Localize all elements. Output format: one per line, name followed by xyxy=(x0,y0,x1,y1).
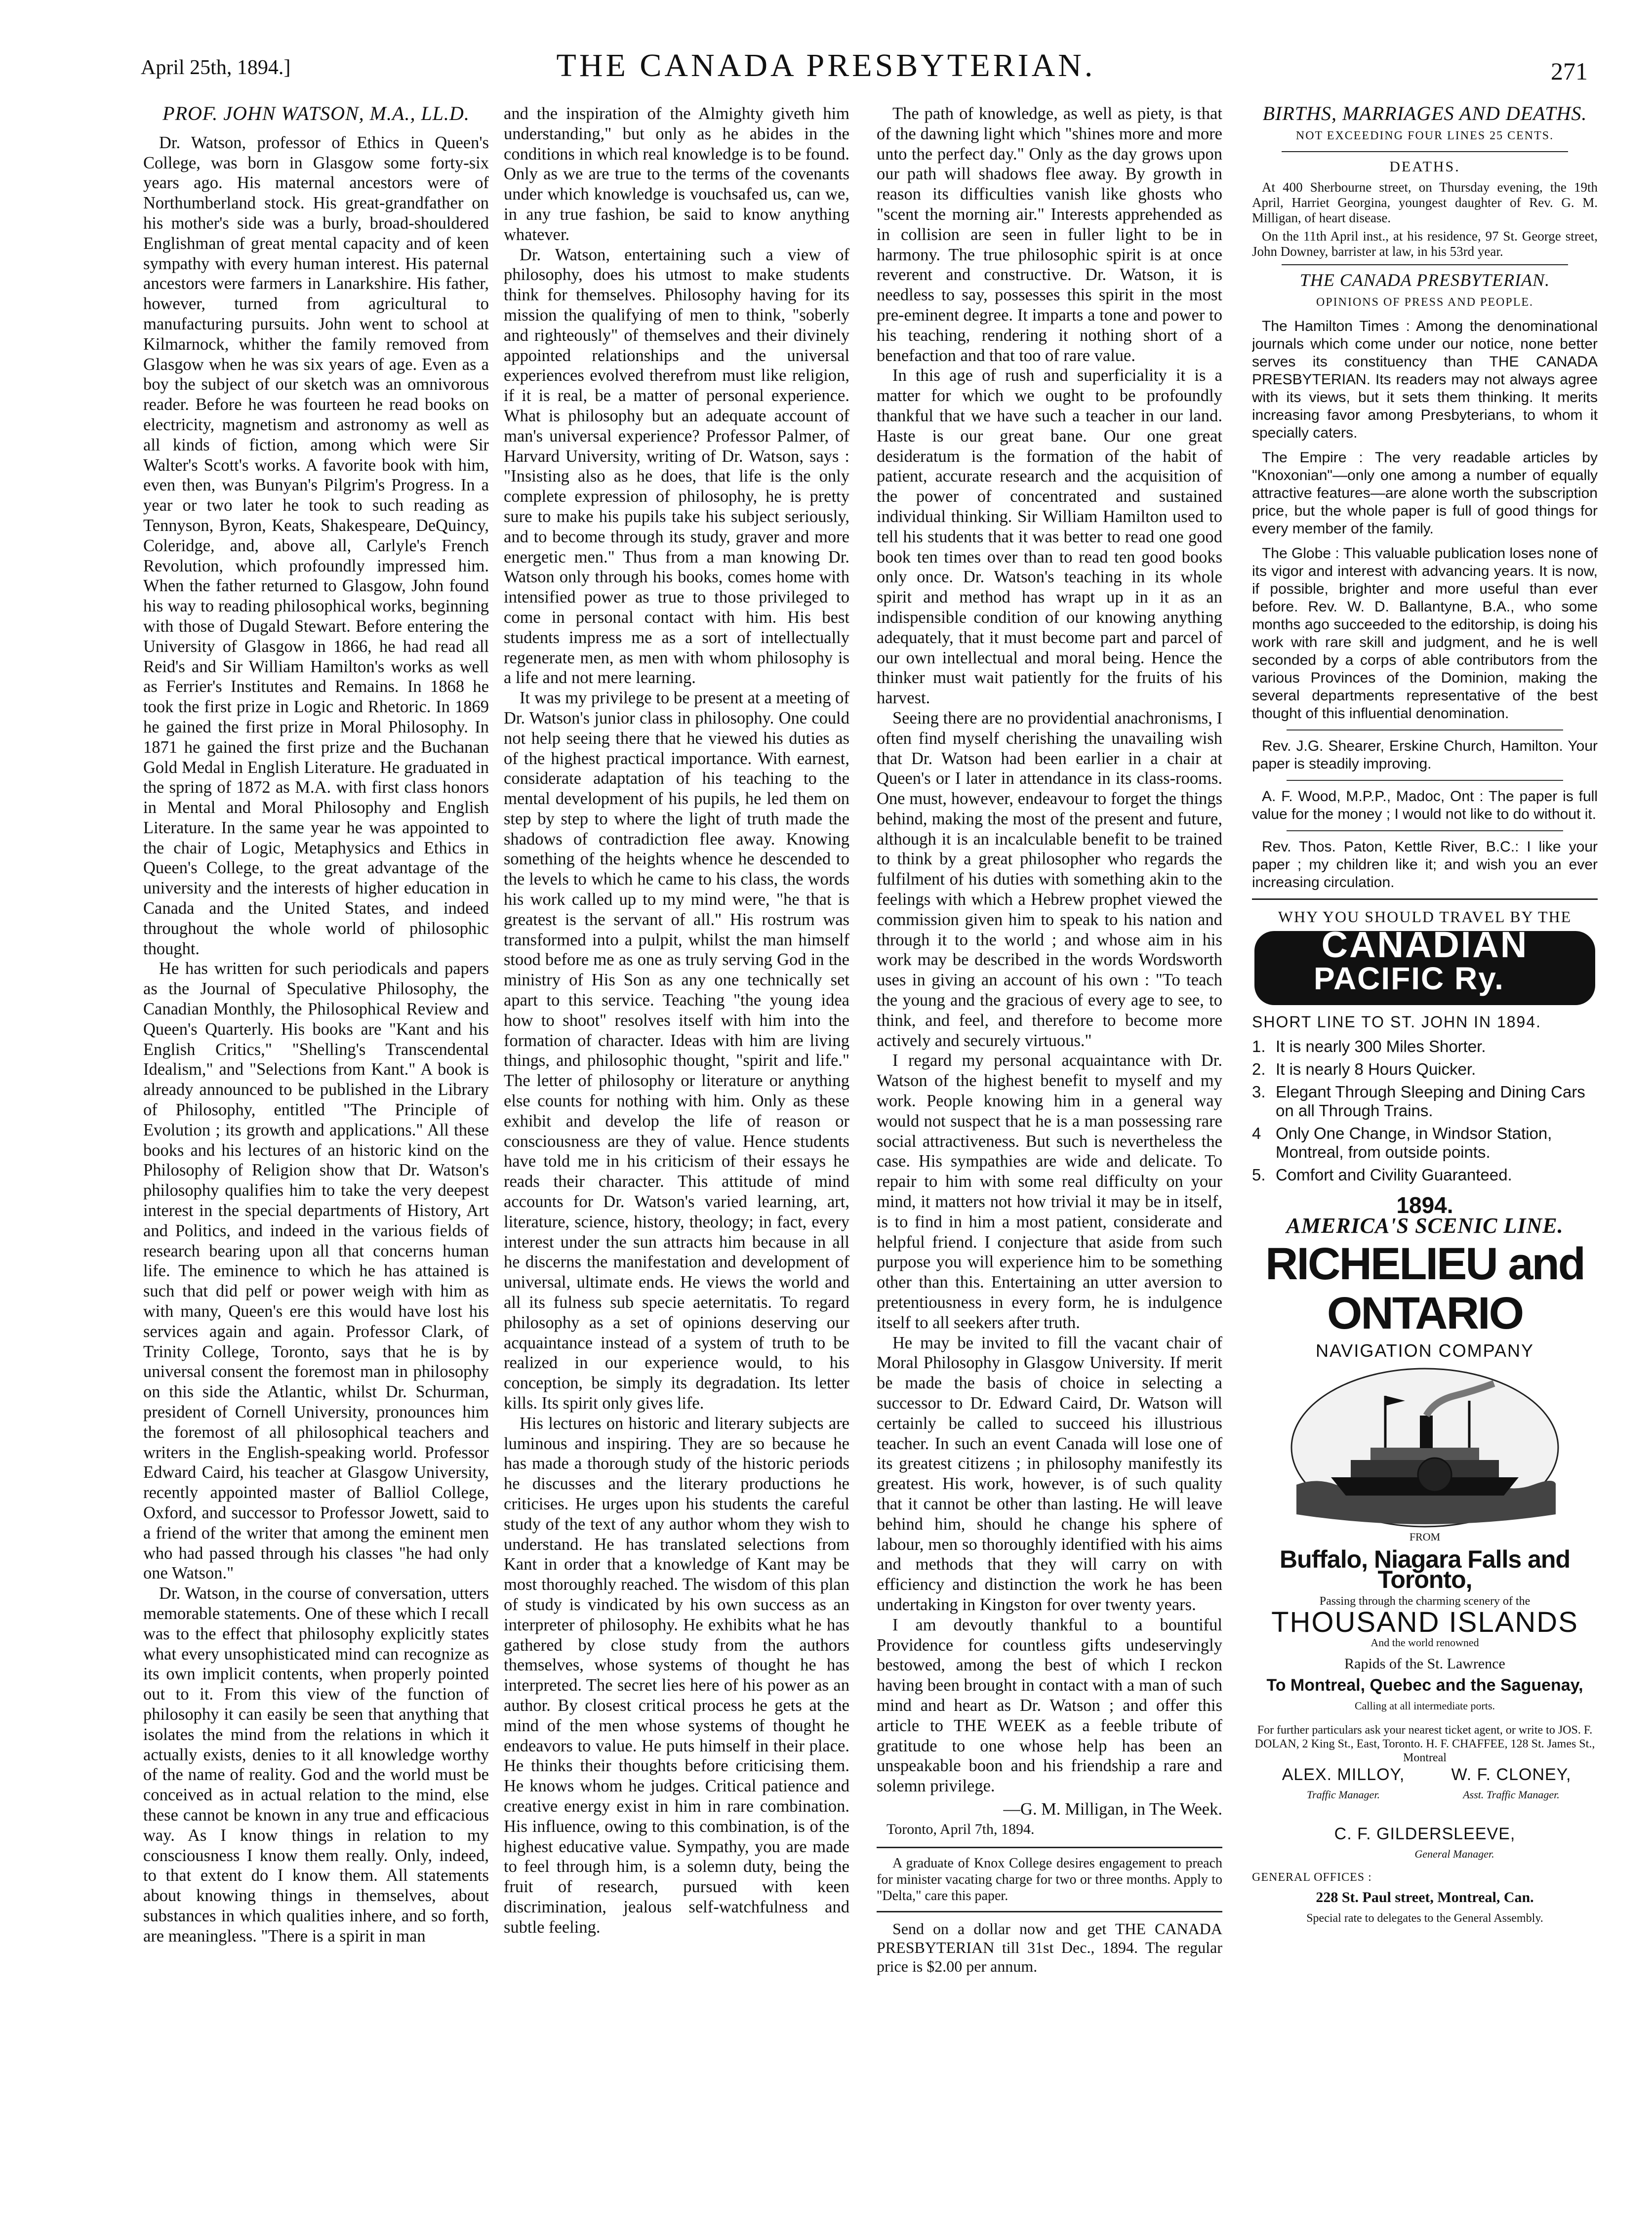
richelieu-title: RICHELIEU and ONTARIO xyxy=(1265,1239,1584,1339)
deaths-heading: DEATHS. xyxy=(1389,158,1460,175)
article-signature: —G. M. Milligan, in The Week. xyxy=(1003,1799,1222,1819)
ship-upper-deck xyxy=(1370,1448,1479,1460)
article-heading: PROF. JOHN WATSON, M.A., LL.D. xyxy=(162,104,470,124)
cpr-logo-line-1: CANADIAN xyxy=(1321,924,1529,965)
passing-line: Passing through the charming scenery of the xyxy=(1319,1595,1531,1608)
cpr-feature xyxy=(1252,1124,1598,1162)
scenic-line-heading: AMERICA'S SCENIC LINE. xyxy=(1286,1214,1564,1238)
offices-address: 228 St. Paul street, Montreal, Can. xyxy=(1316,1889,1534,1906)
opinion: The Empire : The very readable articles by "Knoxonian"—only one among a number of equally attractive features—are alone worth the subscription price, but the whole paper is full of good things for every member of the family. xyxy=(1252,449,1598,537)
route-line: Buffalo, Niagara Falls and Toronto, xyxy=(1279,1545,1570,1593)
divider xyxy=(1282,264,1568,265)
feature-text: Elegant Through Sleeping and Dining Cars on all Through Trains. xyxy=(1276,1082,1585,1120)
agent-name: ALEX. MILLOY, xyxy=(1282,1765,1405,1784)
steamship-illustration xyxy=(1287,1366,1563,1529)
divider xyxy=(1252,898,1598,900)
graduate-notice: A graduate of Knox College desires engagement to preach for minister vacating charge for two or three months. Apply to "Delta," care this paper. xyxy=(877,1855,1222,1904)
article-paragraph: I regard my personal acquaintance with Dr. Watson of the highest benefit to myself and my work. People knowing him in a general way would not suspect that he is a man possessing rare social attractiveness. But such is nevertheless the case. His sympathies are wide and delicate. To repair to him with some real difficulty on your mind, it matters not how trivial it may be in itself, is to find in him a most patient, considerate and helpful friend. I conjecture that aside from such purpose you will experience him to be something other than this. Entertaining an utter aversion to pretentiousness in every form, he is indulgence itself to all seekers after truth. xyxy=(877,1051,1222,1332)
feature-number: 1. xyxy=(1252,1037,1266,1055)
sidebar-column xyxy=(1252,104,1598,2213)
agent-traffic-manager xyxy=(1262,1765,1425,1805)
destinations-line: To Montreal, Quebec and the Saguenay, xyxy=(1266,1675,1583,1695)
article-column-2 xyxy=(504,104,849,2213)
richelieu-year: 1894. xyxy=(1396,1192,1453,1218)
feature-number: 2. xyxy=(1252,1059,1266,1078)
issue-date: April 25th, 1894.] xyxy=(141,56,291,79)
cpr-feature xyxy=(1252,1083,1598,1120)
opinion: Rev. Thos. Paton, Kettle River, B.C.: I like your paper ; my children like it; and wish you an ever increasing circulation. xyxy=(1252,838,1598,891)
special-rate-note: Special rate to delegates to the General Assembly. xyxy=(1306,1912,1543,1925)
opinion: The Globe : This valuable publication loses none of its vigor and interest with advancing years. It is now, if possible, brighter and more useful than ever before. Rev. W. D. Ballantyne, B.A., who some months ago succeeded to the editorship, is doing his work with rare skill and judgment, and he is well seconded by a corps of able contributors from the various Provinces of the Dominion, making the several departments representative of the best thought of this influential denomination. xyxy=(1252,545,1598,722)
agent-title: Asst. Traffic Manager. xyxy=(1463,1788,1560,1801)
divider xyxy=(1282,151,1568,152)
opinion: A. F. Wood, M.P.P., Madoc, Ont : The paper is full value for the money ; I would not like to do without it. xyxy=(1252,788,1598,822)
cpr-logo xyxy=(1254,924,1595,1005)
feature-number: 3. xyxy=(1252,1082,1266,1101)
article-paragraph: Dr. Watson, entertaining such a view of philosophy, does his utmost to make students think for themselves. Philosophy having for its mission the qualifying of men to think, "soberly and righteously" of themselves and their divinely appointed relationships and the universal experiences evolved therefrom must like religion, if it is real, be a matter of personal experience. What is philosophy but an adequate account of man's universal experience? Professor Palmer, of Harvard University, writing of Dr. Watson, says : "Insisting also as he does, that life is the only complete expression of philosophy, he is pretty sure to make his pupils take his subject seriously, and to become through its study, graver and more energetic men." Thus from a man knowing Dr. Watson only through his books, comes home with intensified power as true to those privileged to come in personal contact with him. His best students impress me as a sort of intellectually regenerate men, as men with whom philosophy is a life and not mere learning. xyxy=(504,245,849,688)
subscription-notice: Send on a dollar now and get THE CANADA PRESBYTERIAN till 31st Dec., 1894. The regular price is $2.00 per annum. xyxy=(877,1919,1222,1975)
newspaper-title: THE CANADA PRESBYTERIAN. xyxy=(556,47,1096,83)
offices-label: GENERAL OFFICES : xyxy=(1252,1870,1372,1884)
bmd-heading: BIRTHS, MARRIAGES AND DEATHS. xyxy=(1262,104,1587,124)
article-paragraph: Dr. Watson, professor of Ethics in Queen's College, was born in Glasgow some forty-six years ago. His maternal ancestors were of Northumberland stock. His great-grandfather on his mother's side was a burly, broad-shouldered Englishman of great mental capacity and of keen sympathy with every human interest. His paternal ancestors were farmers in Lanarkshire. His father, however, turned from agricultural to manufacturing pursuits. John went to school at Kilmarnock, whither the family removed from Glasgow when he was six years of age. Even as a boy the subject of our sketch was an omnivorous reader. Before he was fourteen he read books on electricity, magnetism and astronomy as well as all kinds of fiction, among which were Sir Walter's Scott's works. A favorite book with him, even then, was Bunyan's Pilgrim's Progress. In a year or two later he took to such reading as Tennyson, Byron, Keats, Shakespeare, DeQuincy, Coleridge, and, above all, Carlyle's French Revolution, which profoundly impressed him. When the father returned to Glasgow, John found his way to reading philosophical works, beginning with those of Dugald Stewart. Before entering the University of Glasgow in 1866, he had read all Reid's and Sir William Hamilton's works as well as Ferrier's Institutes and Remains. In 1868 he took the first prize in Logic and Rhetoric. In 1869 he gained the first prize in Moral Philosophy. In 1871 he gained the first prize and the Buchanan Gold Medal in English Literature. He graduated in the spring of 1872 as M.A. with first class honors in Mental and Moral Philosophy and English Literature. In the same year he was appointed to the chair of Logic, Metaphysics and Ethics in Queen's College, to the great advantage of the university and the interests of higher education in Canada and the United States, and indeed throughout the whole world of philosophic thought. xyxy=(143,133,489,958)
masthead xyxy=(0,47,1652,86)
article-dateline: Toronto, April 7th, 1894. xyxy=(886,1821,1035,1837)
feature-text: Comfort and Civility Guaranteed. xyxy=(1276,1165,1512,1184)
agent-title: Traffic Manager. xyxy=(1307,1788,1380,1801)
paddle-wheel xyxy=(1418,1458,1451,1492)
general-manager-name: C. F. GILDERSLEEVE, xyxy=(1334,1825,1516,1844)
cpr-logo-line-2: PACIFIC Ry. xyxy=(1314,960,1504,996)
article-paragraph: and the inspiration of the Almighty giveth him understanding," but only as he abides in the conditions in which real knowledge is to be found. Only as we are true to the terms of the covenants under which knowledge is vouchsafed us, can we, in any true fashion, be said to know anything whatever. xyxy=(504,104,849,244)
renowned-line: And the world renowned xyxy=(1370,1636,1479,1649)
general-manager-title: General Manager. xyxy=(1414,1847,1494,1860)
opinion: Rev. J.G. Shearer, Erskine Church, Hamilton. Your paper is steadily improving. xyxy=(1252,737,1598,772)
article-paragraph: In this age of rush and superficiality it is a matter for which we ought to be profoundly thankful that we have such a teacher in our land. Haste is our great bane. Our one great desideratum is the formation of the habit of patient, accurate research and the acquisition of the power of concentrated and sustained individual thinking. Sir William Hamilton used to tell his students that it was better to read one good book ten times over than to read ten good books only once. Dr. Watson's teaching in its whole spirit and method has wrapt up in it as an indispensible condition of our knowing anything adequately, that it must become part and parcel of our own intellectual and moral being. Hence the thinker must wait patiently for the fruits of his harvest. xyxy=(877,366,1222,708)
article-paragraph: He may be invited to fill the vacant chair of Moral Philosophy in Glasgow University. If merit be made the basis of choice in selecting a successor to Dr. Edward Caird, Dr. Watson will certainly be called to succeed his illustrious teacher. In such an event Canada will lose one of its greatest citizens ; in philosophy manifestly its greatest. His work, however, is of such quality that it cannot be other than lasting. He will leave behind him, should he change his sphere of labour, men so thoroughly identified with his aims and methods that they will carry on with efficiency and distinction the work he has been undertaking in Kingston for over twenty years. xyxy=(877,1333,1222,1614)
article-paragraph: Seeing there are no providential anachronisms, I often find myself cherishing the unavailing wish that Dr. Watson had been earlier in a chair at Queen's or I later in attendance in its class-rooms. One must, however, endeavour to forget the things behind, making the most of the present and future, although it is an incalculable benefit to be trained to think by a great philosopher who regards the fulfilment of his duties with something akin to the feelings with which a Hebrew prophet viewed the commission given him to speak to his nation and through it to the world ; and whose aim in his work may be described in the words Wordsworth uses in giving an account of his own : "To teach the young and the gracious of every age to see, to think, and feel, and therefore to become more actively and securely virtuous." xyxy=(877,708,1222,1050)
article-paragraph: His lectures on historic and literary subjects are luminous and inspiring. They are so because he has made a thorough study of the historic periods he discusses and the literary productions he criticises. He urges upon his students the careful study of the text of any author whom they wish to understand. He has translated selections from Kant in order that a knowledge of Kant may be most thoroughly reached. The wisdom of this plan of study is vindicated by his own success as an interpreter of philosophy. He exhibits what he has gathered by close study from the authors themselves, whose systems of thought he has interpreted. The secret lies here of his power as an author. By closest critical process he gets at the mind of the men whose systems of thought he endeavors to value. He puts himself in their place. He thinks their thoughts before criticising them. He knows whom he judges. Critical patience and creative energy exist in him in rare combination. His influence, owing to this combination, is of the highest educative value. Sympathy, you are made to feel through him, is a solemn duty, being the fruit of research, pursued with keen discrimination, jealous self-watchfulness and subtle feeling. xyxy=(504,1414,849,1937)
navigation-company: NAVIGATION COMPANY xyxy=(1315,1340,1534,1361)
feature-text: It is nearly 300 Miles Shorter. xyxy=(1276,1037,1486,1055)
calling-line: Calling at all intermediate ports. xyxy=(1354,1700,1495,1712)
agent-asst-traffic-manager xyxy=(1430,1765,1593,1805)
death-notice: On the 11th April inst., at his residence, 97 St. George street, John Downey, barrister at law, in his 53rd year. xyxy=(1252,229,1598,259)
cpr-feature xyxy=(1252,1166,1598,1184)
cpr-feature xyxy=(1252,1060,1598,1079)
agents-block xyxy=(1252,1765,1598,1824)
divider xyxy=(877,1847,1222,1848)
paper-name-heading: THE CANADA PRESBYTERIAN. xyxy=(1299,270,1550,290)
death-notice: At 400 Sherbourne street, on Thursday evening, the 19th April, Harriet Georgina, youngest daughter of Rev. G. M. Milligan, of heart disease. xyxy=(1252,180,1598,226)
article-paragraph: It was my privilege to be present at a meeting of Dr. Watson's junior class in philosophy. One could not help seeing there that he viewed his duties as of the highest practical importance. With earnest, considerate adaptation of his teaching to the mental development of his pupils, he led them on step by step to where the light of truth made the shadows of contradiction flee away. Knowing something of the heights whence he descended to the levels to which he came to his class, the words his work called up to my mind were, "he that is greatest is the servant of all." His rostrum was transformed into a pulpit, whilst the man himself stood before me as one as truly serving God in the ministry of His Son as any one technically set apart to this service. Teaching "the young idea how to shoot" resolves itself with him into the formation of character. Ideas with him are living things, and philosophic thought, "spirit and life." The letter of philosophy or literature or anything else counts for nothing with him. Only as these exhibit and develop the life of reason or consciousness are they of value. Hence students have told me in his criticism of their essays he reads their character. This attitude of mind accounts for Dr. Watson's varied learning, art, literature, science, history, theology; in fact, every interest under the sun attracts him because in all he discerns the manifestation and development of universal, ultimate ends. He views the world and all its fulness sub specie aeternitatis. To regard philosophy as a set of opinions deserving our acquaintance instead of a system of truth to be realized in our experience would, to his conception, be simply its degradation. Its letter kills. Its spirit only gives life. xyxy=(504,689,849,1413)
ship-funnel xyxy=(1420,1416,1433,1448)
thousand-islands: THOUSAND ISLANDS xyxy=(1271,1606,1578,1639)
divider xyxy=(1287,830,1563,831)
bmd-note: NOT EXCEEDING FOUR LINES 25 CENTS. xyxy=(1295,129,1554,142)
further-particulars: For further particulars ask your nearest ticket agent, or write to JOS. F. DOLAN, 2 King St., East, Toronto. H. F. CHAFFEE, 128 St. James St., Montreal xyxy=(1254,1724,1595,1765)
from-label: FROM xyxy=(1409,1530,1441,1543)
divider xyxy=(1287,780,1563,781)
feature-number: 4 xyxy=(1252,1124,1261,1142)
opinions-heading: OPINIONS OF PRESS AND PEOPLE. xyxy=(1316,296,1534,309)
article-paragraph: The path of knowledge, as well as piety, is that of the dawning light which "shines more and more unto the perfect day." Only as the day grows upon our path will shadows flee away. By growth in reason its difficulties vanish like ghosts who "scent the morning air." Interests apprehended as in collision are seen in fuller light to be in harmony. The true philosophic spirit is at once reverent and constructive. Dr. Watson, it is needless to say, possesses this spirit in the most pre-eminent degree. It imparts a tone and power to his teaching, rendering it nothing short of a benefaction and that too of rare value. xyxy=(877,104,1222,365)
rapids-line: Rapids of the St. Lawrence xyxy=(1344,1655,1505,1672)
page-number: 271 xyxy=(1551,57,1588,85)
divider xyxy=(877,1911,1222,1912)
article-paragraph: I am devoutly thankful to a bountiful Providence for countless gifts undeservingly bestowed, among the best of which I reckon having been brought in contact with a man of such mind and heart as Dr. Watson ; and offer this article to THE WEEK as a feeble tribute of gratitude to one whose help has been an unspeakable boon and his friendship a rare and solemn privilege. xyxy=(877,1615,1222,1796)
opinion: The Hamilton Times : Among the denominational journals which come under our notice, none better serves its constituency than THE CANADA PRESBYTERIAN. Its readers may not always agree with its views, but it sets them thinking. It merits increasing favor among Presbyterians, to whom it specially caters. xyxy=(1252,318,1598,441)
feature-text: Only One Change, in Windsor Station, Montreal, from outside points. xyxy=(1276,1124,1552,1161)
cpr-ad-heading: WHY YOU SHOULD TRAVEL BY THE xyxy=(1278,907,1572,926)
article-paragraph: Dr. Watson, in the course of conversation, utters memorable statements. One of these which I recall was to the effect that philosophy explicitly states what every unsophisticated mind can recognize as its own implicit contents, when properly pointed out to it. From this view of the function of philosophy it can easily be seen that anything that isolates the mind from the relations in which it actually exists, denies to it all knowledge worthy of the name of reality. God and the world must be conceived as in actual relation to the mind, else these cannot be known in any true and efficacious way. As I know things in relation to my consciousness I know them really. Only, indeed, to that extent do I know them. All statements about knowing things in themselves, about substances in which qualities inhere, and so forth, are meaningless. "There is a spirit in man xyxy=(143,1584,489,1946)
article-column-1 xyxy=(143,104,489,2213)
feature-text: It is nearly 8 Hours Quicker. xyxy=(1276,1059,1476,1078)
article-paragraph: He has written for such periodicals and papers as the Journal of Speculative Philosophy, the Canadian Monthly, the Philosophical Review and Queen's Quarterly. His books are "Kant and his English Critics," "Shelling's Transcendental Idealism," and "Selections from Kant." A book is already announced to be published in the Library of Philosophy, entitled "The Principle of Evolution ; its growth and applications." All these books and his lectures of an historic kind on the Philosophy of Religion show that Dr. Watson's philosophy qualifies him to take the very deepest interest in the special departments of History, Art and Politics, and indeed in the various fields of research bearing upon all that concerns human life. The eminence to which he has attained is such that did pelf or power weigh with him as with many, Queen's ere this would have lost his services again and again. Professor Clark, of Trinity College, Toronto, says that he is by universal consent the foremost man in philosophy on this side the Atlantic, whilst Dr. Schurman, president of Cornell University, pronounces him the foremost of all philosophical teachers and writers in the English-speaking world. Professor Edward Caird, his teacher at Glasgow University, recently appointed master of Balliol College, Oxford, and successor to Professor Jowett, said to a friend of the writer that among the eminent men who had passed through his classes "he had only one Watson." xyxy=(143,959,489,1583)
agent-name: W. F. CLONEY, xyxy=(1451,1765,1571,1784)
article-column-3 xyxy=(877,104,1222,2213)
short-line-heading: SHORT LINE TO ST. JOHN IN 1894. xyxy=(1252,1013,1542,1031)
cpr-feature xyxy=(1252,1037,1598,1056)
feature-number: 5. xyxy=(1252,1165,1266,1184)
